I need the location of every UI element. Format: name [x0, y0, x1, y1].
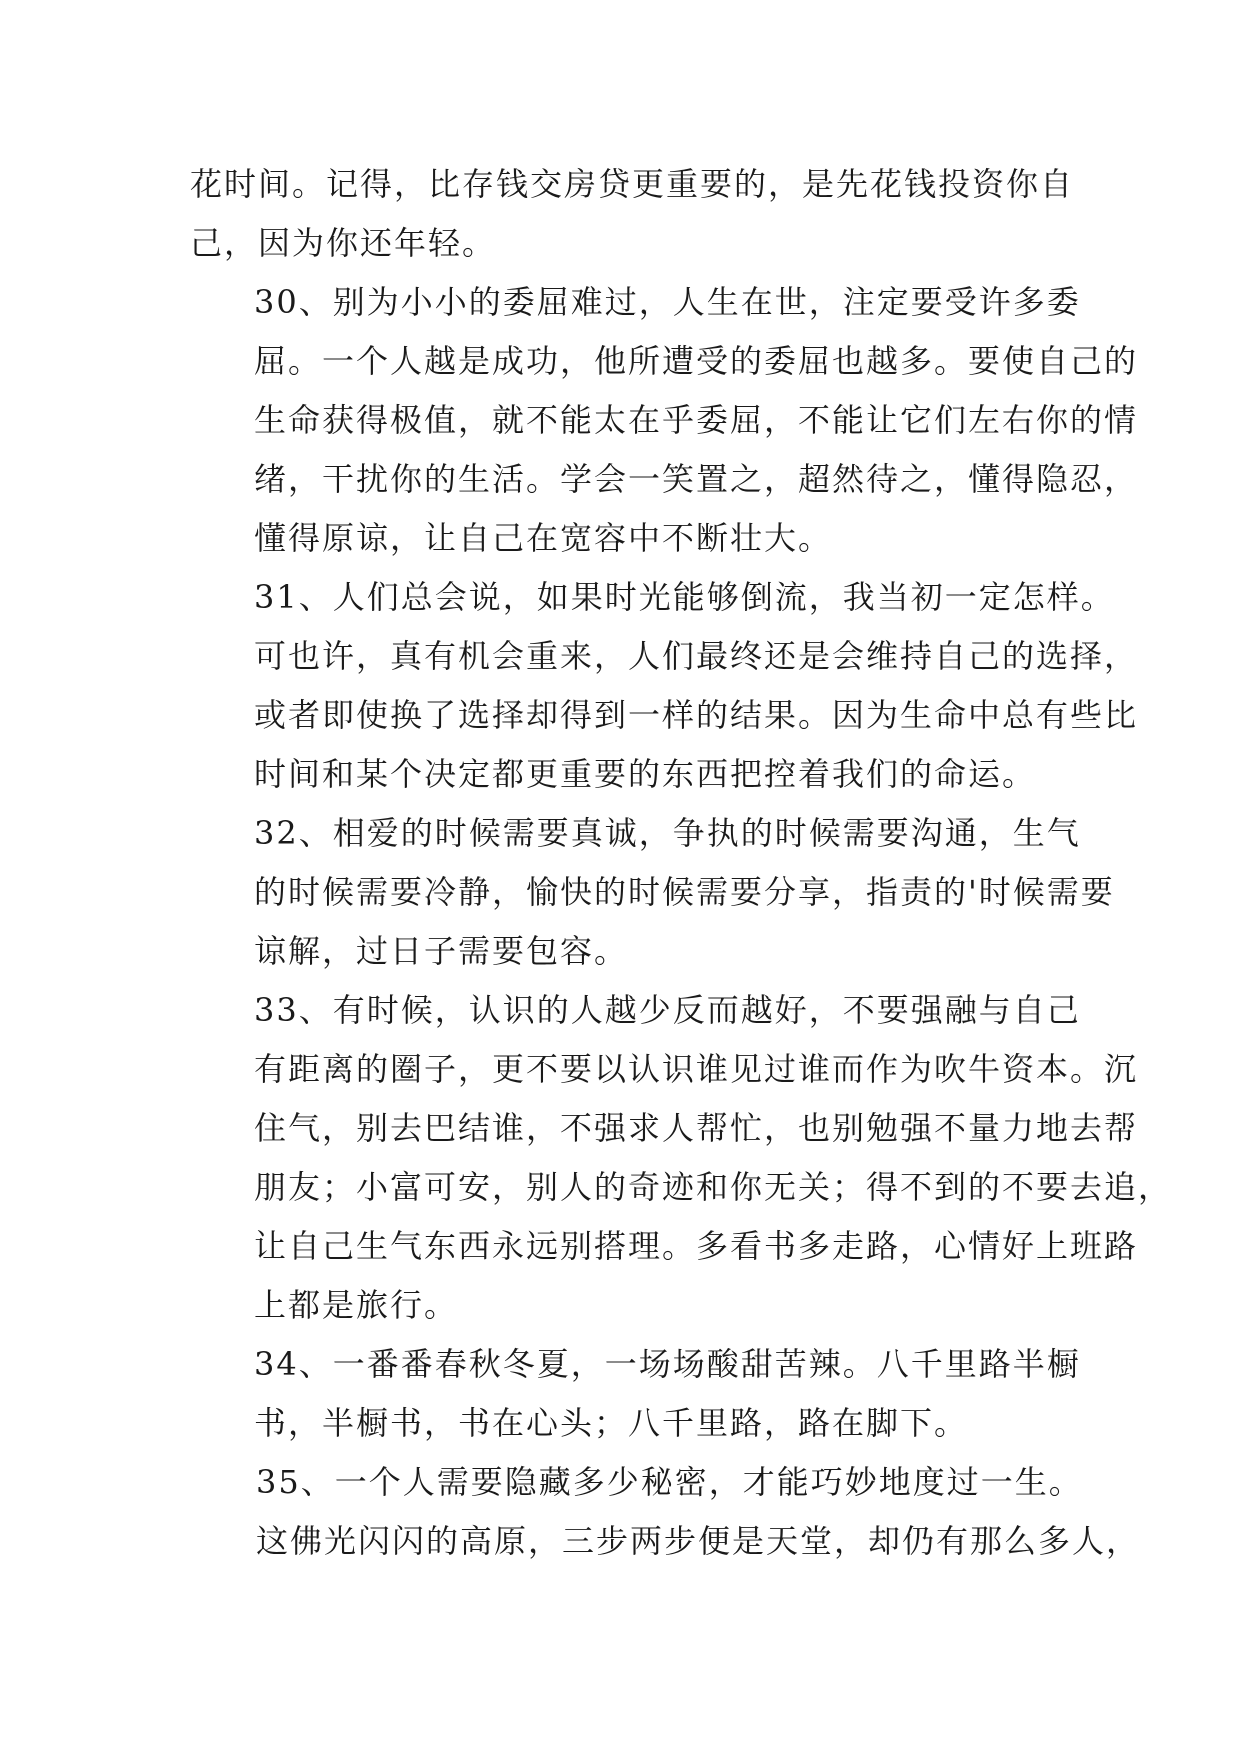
paragraph-33 — [190, 981, 1173, 1335]
paragraph-34 — [190, 1335, 1081, 1453]
text-line: 绪，干扰你的生活。学会一笑置之，超然待之，懂得隐忍， — [254, 460, 1139, 498]
text-line: 32、相爱的时候需要真诚，争执的时候需要沟通，生气 — [254, 814, 1081, 852]
text-line: 有距离的圈子，更不要以认识谁见过谁而作为吹牛资本。沉 — [254, 1050, 1139, 1088]
text-line: 懂得原谅，让自己在宽容中不断壮大。 — [254, 519, 833, 557]
paragraph-31 — [190, 568, 1139, 804]
text-line: 34、一番番春秋冬夏，一场场酸甜苦辣。八千里路半橱 — [254, 1345, 1081, 1383]
text-line: 31、人们总会说，如果时光能够倒流，我当初一定怎样。 — [254, 578, 1115, 616]
text-line: 己，因为你还年轻。 — [190, 224, 497, 262]
text-line: 住气，别去巴结谁，不强求人帮忙，也别勉强不量力地去帮 — [254, 1109, 1139, 1147]
body-text — [190, 155, 1173, 1571]
text-line: 可也许，真有机会重来，人们最终还是会维持自己的选择， — [254, 637, 1139, 675]
text-line: 时间和某个决定都更重要的东西把控着我们的命运。 — [254, 755, 1037, 793]
text-line: 书，半橱书，书在心头；八千里路，路在脚下。 — [254, 1404, 969, 1442]
text-line: 33、有时候，认识的人越少反而越好，不要强融与自己 — [254, 991, 1081, 1029]
text-line: 屈。一个人越是成功，他所遭受的委屈也越多。要使自己的 — [254, 342, 1139, 380]
text-line: 花时间。记得，比存钱交房贷更重要的，是先花钱投资你自 — [190, 165, 1075, 203]
text-line: 的时候需要冷静，愉快的时候需要分享，指责的'时候需要 — [254, 873, 1115, 911]
text-line: 35、一个人需要隐藏多少秘密，才能巧妙地度过一生。 — [256, 1463, 1083, 1501]
paragraph-35 — [190, 1453, 1141, 1571]
text-line: 这佛光闪闪的高原，三步两步便是天堂，却仍有那么多人， — [256, 1522, 1141, 1560]
paragraph-continuation — [190, 155, 1075, 273]
text-line: 朋友；小富可安，别人的奇迹和你无关；得不到的不要去追， — [254, 1168, 1173, 1206]
text-line: 或者即使换了选择却得到一样的结果。因为生命中总有些比 — [254, 696, 1139, 734]
text-line: 谅解，过日子需要包容。 — [254, 932, 629, 970]
text-line: 上都是旅行。 — [254, 1286, 459, 1324]
text-line: 让自己生气东西永远别搭理。多看书多走路，心情好上班路 — [254, 1227, 1139, 1265]
text-line: 生命获得极值，就不能太在乎委屈，不能让它们左右你的情 — [254, 401, 1139, 439]
paragraph-30 — [190, 273, 1139, 568]
paragraph-32 — [190, 804, 1115, 981]
text-line: 30、别为小小的委屈难过，人生在世，注定要受许多委 — [254, 283, 1081, 321]
